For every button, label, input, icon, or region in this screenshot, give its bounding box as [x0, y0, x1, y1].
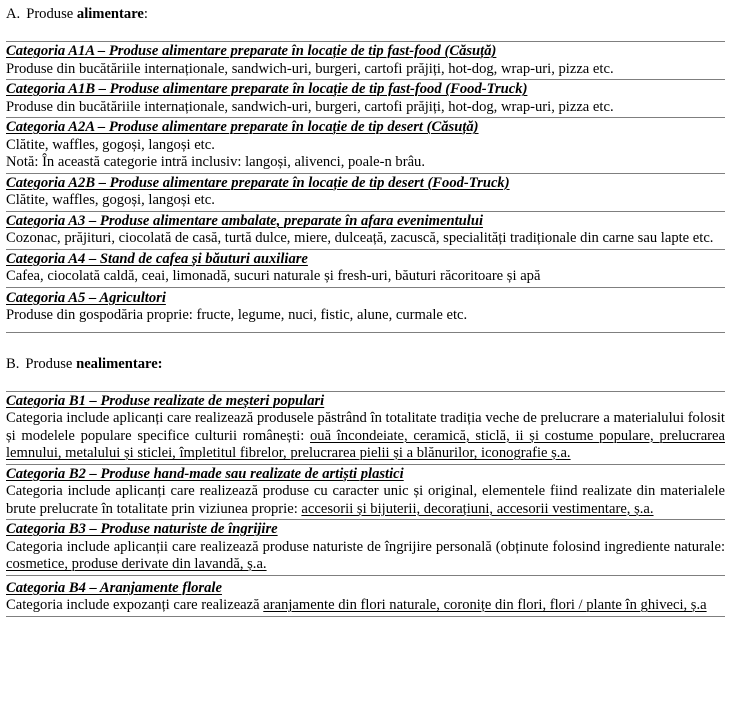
section-b-letter: B.	[6, 355, 20, 372]
section-a-list	[6, 41, 725, 333]
category-entry	[6, 41, 725, 79]
description-text: Categoria include expozanți care realizează	[6, 597, 264, 613]
section-b-bold: nealimentare:	[76, 355, 163, 372]
category-title: Categoria A1B – Produse alimentare preparate în locație de tip fast-food (Food-Truck)	[6, 81, 528, 97]
section-a-suffix: :	[143, 6, 148, 22]
category-description: Produse din bucătăriile internaționale, sandwich-uri, burgeri, cartofi prăjiți, hot-dog, wrap-uri, pizza etc.	[6, 98, 614, 115]
category-description: Clătite, waffles, gogoși, langoși etc.	[6, 192, 215, 208]
category-description	[6, 410, 725, 463]
description-examples: aranjamente din flori naturale, coronițe din flori, flori / plante în ghiveci, ș.a	[263, 597, 707, 613]
section-a-heading	[6, 6, 725, 24]
category-title: Categoria B2 – Produse hand-made sau realizate de artiști plastici	[6, 465, 404, 482]
category-title: Categoria A4 – Stand de cafea și băuturi auxiliare	[6, 250, 308, 267]
category-description	[6, 483, 725, 518]
category-title: Categoria B1 – Produse realizate de meșteri populari	[6, 392, 325, 409]
category-title: Categoria A3 – Produse alimentare ambalate, preparate în afara evenimentului	[6, 212, 484, 229]
category-entry	[6, 249, 725, 287]
category-title: Categoria B3 – Produse naturiste de îngrijire	[6, 521, 278, 537]
description-text: Categoria include aplicanții care realizează produse naturiste de îngrijire personală (obținute folosind ingrediente naturale:	[6, 538, 725, 555]
category-entry	[6, 575, 725, 617]
category-entry	[6, 173, 725, 211]
description-examples: accesorii și bijuterii, decorațiuni, accesorii vestimentare, ș.a.	[301, 500, 654, 517]
category-entry	[6, 79, 725, 117]
category-entry	[6, 287, 725, 333]
description-text: Categoria include aplicanți care realizează produsele păstrând în totalitate tradiția veche de prelucrare a materialului folosit și modelele populare specifice culturii românești:	[6, 410, 725, 444]
category-description: Notă: În această categorie intră inclusiv: langoși, alivenci, poale-n brâu.	[6, 154, 426, 170]
category-entry	[6, 519, 725, 575]
section-a-bold: alimentare	[76, 6, 144, 22]
category-description: Produse din bucătăriile internaționale, sandwich-uri, burgeri, cartofi prăjiți, hot-dog, wrap-uri, pizza etc.	[6, 60, 614, 77]
section-a-letter: A.	[6, 6, 21, 22]
category-title: Categoria A2B – Produse alimentare preparate în locație de tip desert (Food-Truck)	[6, 174, 510, 191]
section-a-prefix: Produse	[26, 6, 74, 22]
category-title: Categoria A2A – Produse alimentare preparate în locație de tip desert (Căsuță)	[6, 119, 479, 135]
section-b-list	[6, 391, 725, 617]
category-description: Cafea, ciocolată caldă, ceai, limonadă, sucuri naturale și fresh-uri, băuturi răcoritoare și apă	[6, 268, 541, 284]
category-entry	[6, 117, 725, 173]
category-title: Categoria A5 – Agricultori	[6, 289, 166, 306]
category-description	[6, 539, 725, 574]
category-description: Clătite, waffles, gogoși, langoși etc.	[6, 136, 215, 153]
description-examples: cosmetice, produse derivate din lavandă, ș.a.	[6, 556, 267, 572]
category-entry	[6, 464, 725, 520]
category-description: Produse din gospodăria proprie: fructe, legume, nuci, fistic, alune, curmale etc.	[6, 307, 468, 323]
category-description	[6, 597, 725, 615]
section-b-prefix: Produse	[25, 355, 73, 372]
category-title: Categoria A1A – Produse alimentare preparate în locație de tip fast-food (Căsuță)	[6, 43, 497, 59]
category-entry	[6, 391, 725, 464]
description-examples: ouă încondeiate, ceramică, sticlă, ii și costume populare, prelucrarea lemnului, metalului și sticlei, împletitul fibrelor, prelucrarea pielii și a blănurilor, iconografie ș.a.	[6, 427, 725, 461]
section-b-heading	[6, 356, 725, 374]
description-text: Categoria include aplicanți care realizează produse cu caracter unic și original, elementele fiind realizate din materialele brute prelucrate în totalitate prin viziunea proprie:	[6, 483, 725, 517]
category-description: Cozonac, prăjituri, ciocolată de casă, turtă dulce, miere, dulceață, zacuscă, specialități tradiționale din carne sau lapte etc.	[6, 230, 714, 246]
category-title: Categoria B4 – Aranjamente florale	[6, 579, 222, 596]
category-entry	[6, 211, 725, 249]
